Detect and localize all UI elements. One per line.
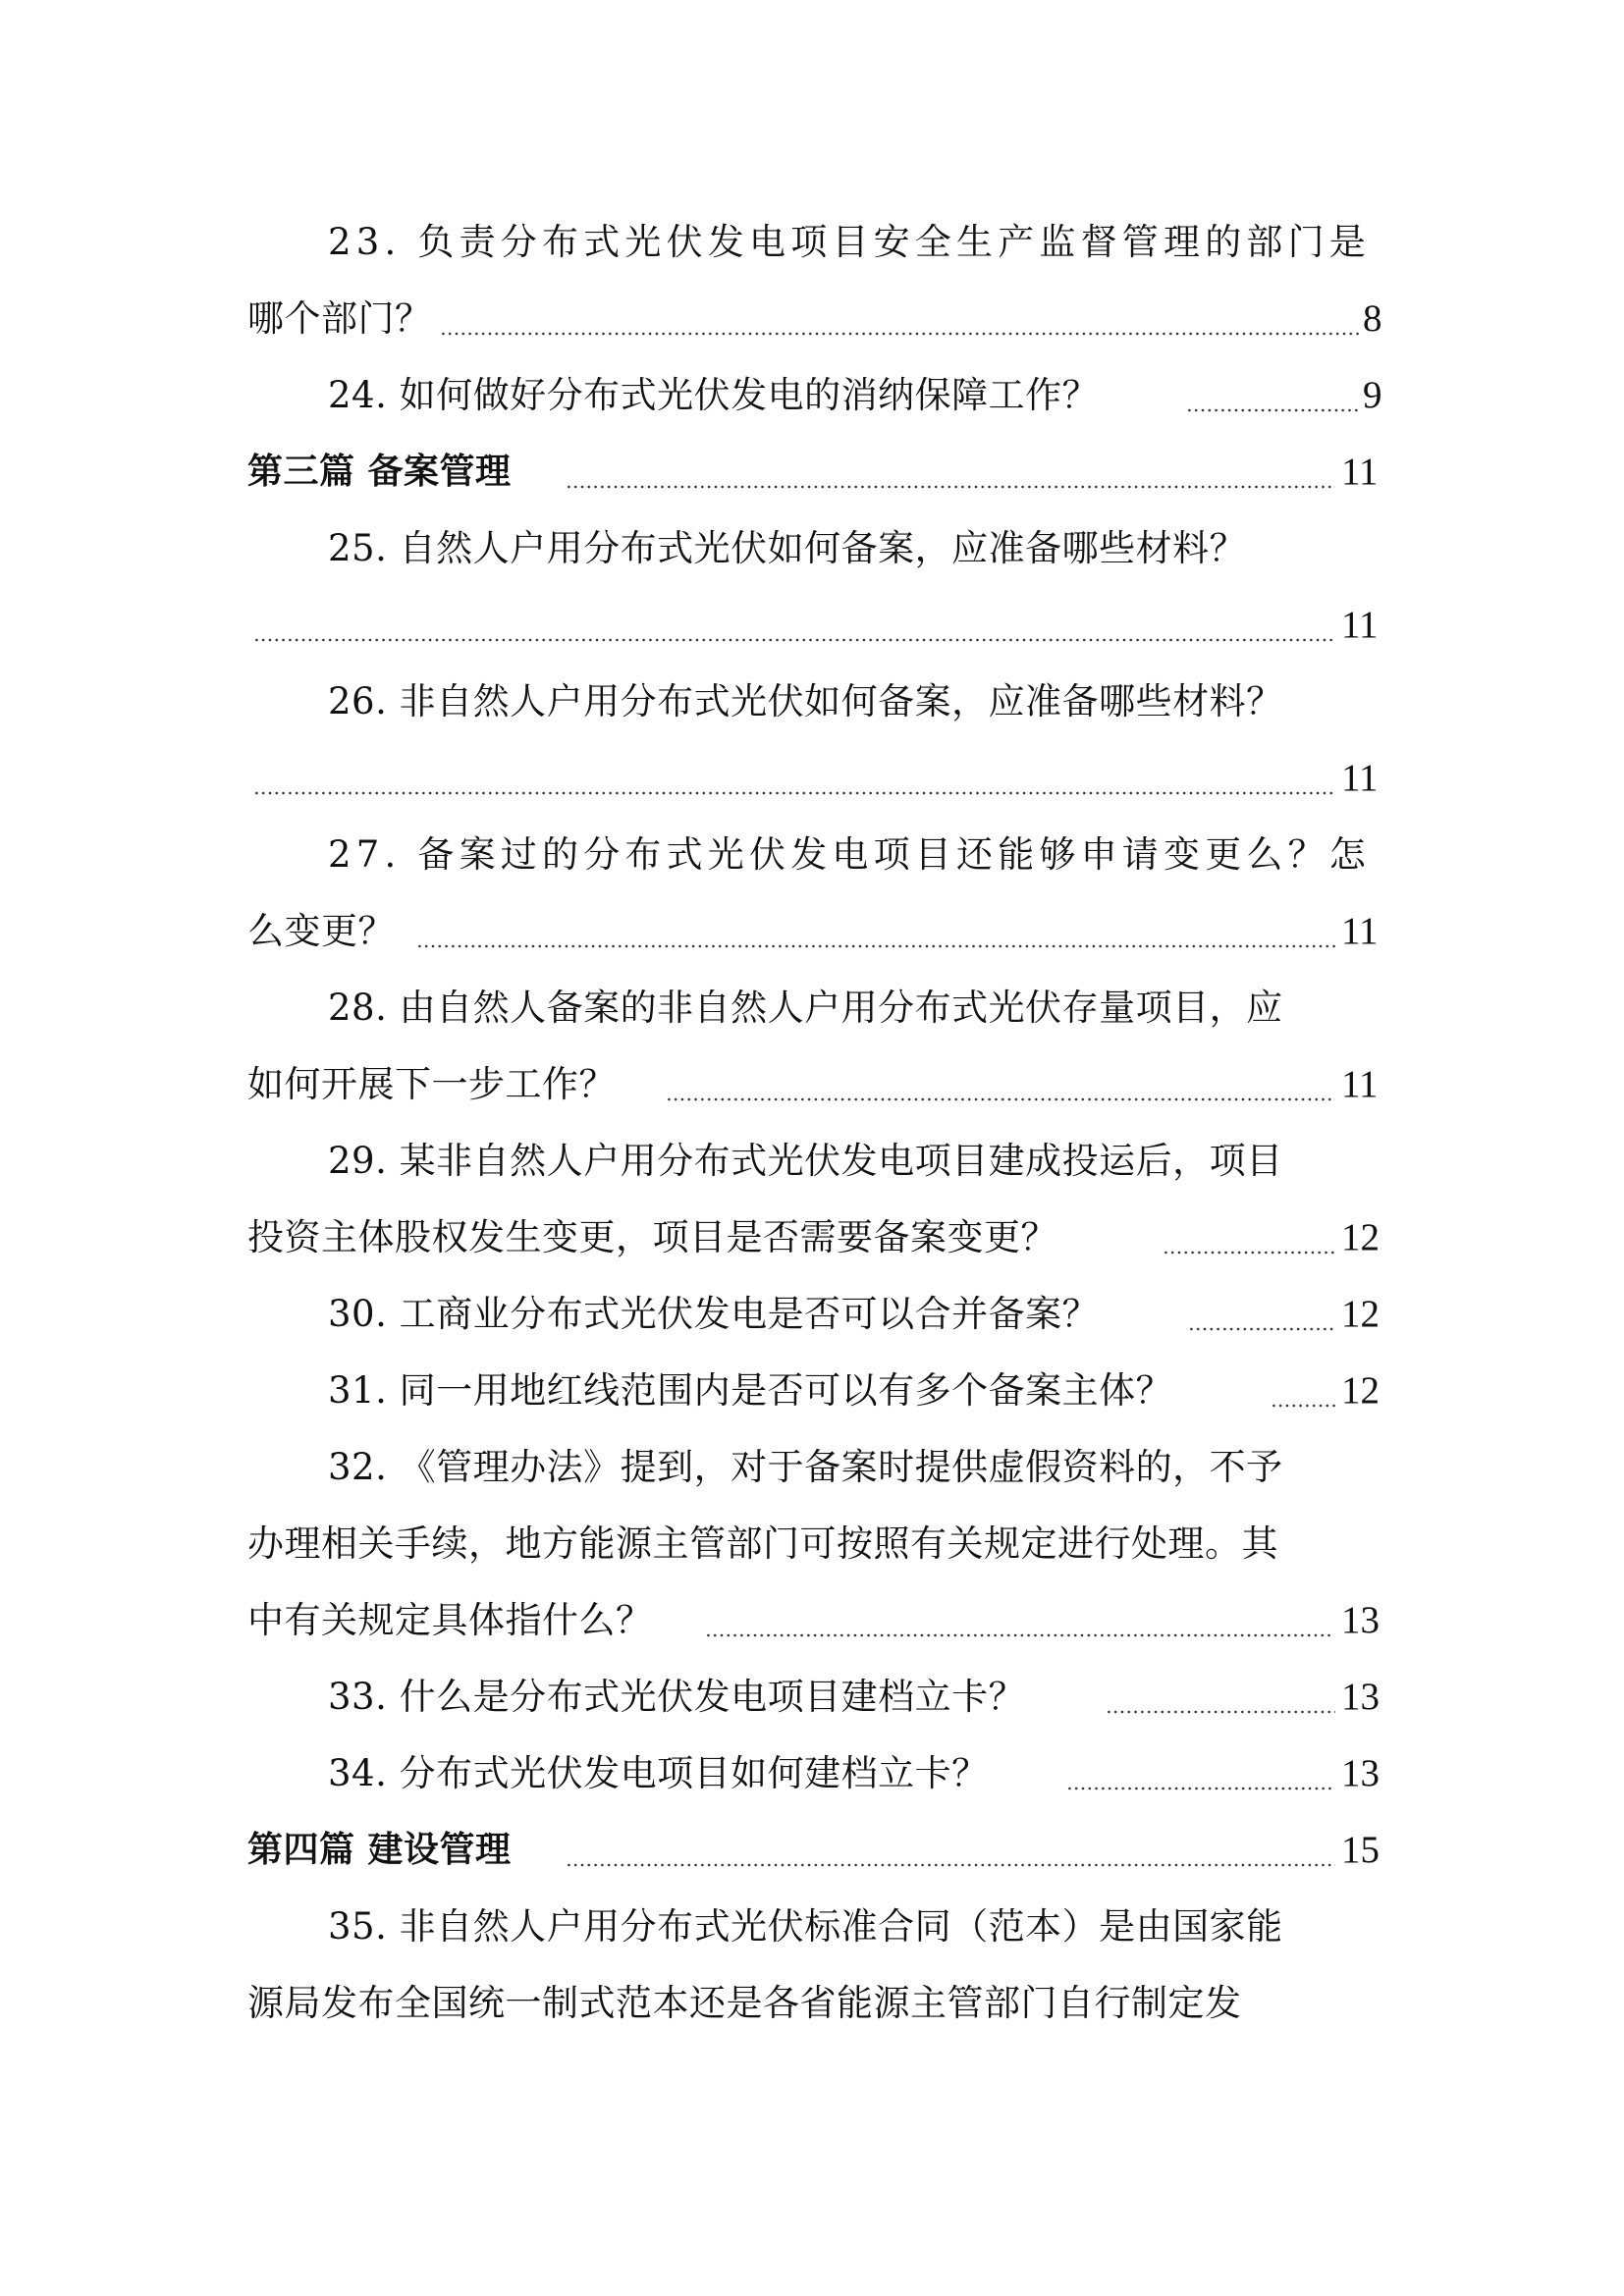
toc-entry-26-line1 <box>0 664 1624 740</box>
toc-entry-28-line1 <box>0 970 1624 1046</box>
toc-entry-text: 34. 分布式光伏发电项目如何建档立卡？ <box>328 1752 989 1794</box>
toc-page-number: 12 <box>1341 1293 1380 1335</box>
toc-page-number: 11 <box>1341 910 1379 952</box>
toc-page-number: 15 <box>1341 1829 1380 1871</box>
toc-entry-text: 哪个部门？ <box>247 297 432 340</box>
toc-entry-29-line2 <box>0 1200 1624 1276</box>
toc-entry-text: 25. 自然人户用分布式光伏如何备案，应准备哪些材料？ <box>328 527 1247 569</box>
toc-entry-text: 29. 某非自然人户用分布式光伏发电项目建成投运后，项目 <box>328 1140 1283 1182</box>
toc-entry-31 <box>0 1353 1624 1429</box>
toc-entry-34 <box>0 1735 1624 1812</box>
toc-entry-24 <box>0 357 1624 434</box>
toc-entry-text: 投资主体股权发生变更，项目是否需要备案变更？ <box>247 1216 1057 1258</box>
toc-section-4-heading <box>0 1812 1624 1889</box>
toc-entry-text: 33. 什么是分布式光伏发电项目建档立卡？ <box>328 1676 1026 1718</box>
toc-page-number: 11 <box>1341 451 1379 493</box>
toc-page-number: 11 <box>1341 757 1379 799</box>
toc-entry-35-line1 <box>0 1889 1624 1965</box>
toc-entry-26-line2 <box>0 740 1624 817</box>
dot-leader <box>440 281 1359 357</box>
toc-entry-25-line2 <box>0 587 1624 664</box>
toc-page-number: 9 <box>1363 374 1382 416</box>
dot-leader <box>1188 1276 1335 1353</box>
toc-entry-text: 24. 如何做好分布式光伏发电的消纳保障工作？ <box>328 374 1100 416</box>
dot-leader <box>416 893 1335 970</box>
dot-leader <box>253 587 1335 664</box>
toc-page-number: 12 <box>1341 1369 1380 1412</box>
toc-entry-text: 么变更？ <box>247 910 395 952</box>
toc-page-number: 8 <box>1363 297 1382 340</box>
dot-leader <box>666 1046 1335 1123</box>
toc-page-number: 13 <box>1341 1752 1380 1794</box>
toc-page-number: 13 <box>1341 1676 1380 1718</box>
dot-leader <box>253 740 1335 817</box>
toc-section-heading: 第四篇 建设管理 <box>247 1830 512 1870</box>
toc-entry-29-line1 <box>0 1123 1624 1200</box>
toc-entry-text: 23. 负责分布式光伏发电项目安全生产监督管理的部门是 <box>328 221 1372 263</box>
toc-entry-23-line1 <box>0 204 1624 281</box>
toc-entry-28-line2 <box>0 1046 1624 1123</box>
toc-entry-32-line3 <box>0 1582 1624 1659</box>
toc-section-heading: 第三篇 备案管理 <box>247 452 512 492</box>
toc-entry-33 <box>0 1659 1624 1735</box>
toc-entry-32-line2 <box>0 1506 1624 1582</box>
dot-leader <box>1271 1353 1335 1429</box>
dot-leader <box>566 1812 1335 1889</box>
toc-entry-35-line2 <box>0 1965 1624 2042</box>
toc-entry-30 <box>0 1276 1624 1353</box>
toc-entry-text: 26. 非自然人户用分布式光伏如何备案，应准备哪些材料？ <box>328 680 1283 722</box>
toc-page-number: 11 <box>1341 1063 1379 1105</box>
dot-leader <box>705 1582 1331 1659</box>
toc-entry-text: 30. 工商业分布式光伏发电是否可以合并备案？ <box>328 1293 1100 1335</box>
toc-entry-25-line1 <box>0 510 1624 587</box>
toc-entry-text: 办理相关手续，地方能源主管部门可按照有关规定进行处理。其 <box>247 1522 1278 1565</box>
toc-page-number: 12 <box>1341 1216 1380 1258</box>
dot-leader <box>1163 1200 1335 1276</box>
toc-entry-text: 27. 备案过的分布式光伏发电项目还能够申请变更么？怎 <box>328 833 1372 876</box>
toc-entry-27-line1 <box>0 817 1624 893</box>
toc-entry-32-line1 <box>0 1429 1624 1506</box>
dot-leader <box>566 434 1335 510</box>
toc-entry-text: 35. 非自然人户用分布式光伏标准合同（范本）是由国家能 <box>328 1905 1283 1948</box>
dot-leader <box>1186 357 1359 434</box>
toc-page-number: 13 <box>1341 1599 1380 1641</box>
toc-section-3-heading <box>0 434 1624 510</box>
toc-page-number: 11 <box>1341 604 1379 646</box>
toc-entry-text: 中有关规定具体指什么？ <box>247 1599 653 1641</box>
dot-leader <box>1066 1735 1335 1812</box>
toc-entry-text: 如何开展下一步工作？ <box>247 1063 616 1105</box>
toc-entry-text: 31. 同一用地红线范围内是否可以有多个备案主体？ <box>328 1369 1173 1412</box>
dot-leader <box>1106 1659 1335 1735</box>
toc-entry-text: 28. 由自然人备案的非自然人户用分布式光伏存量项目，应 <box>328 987 1283 1029</box>
toc-entry-text: 32. 《管理办法》提到，对于备案时提供虚假资料的，不予 <box>328 1446 1283 1488</box>
toc-entry-text: 源局发布全国统一制式范本还是各省能源主管部门自行制定发 <box>247 1982 1242 2024</box>
toc-entry-27-line2 <box>0 893 1624 970</box>
toc-entry-23-line2 <box>0 281 1624 357</box>
